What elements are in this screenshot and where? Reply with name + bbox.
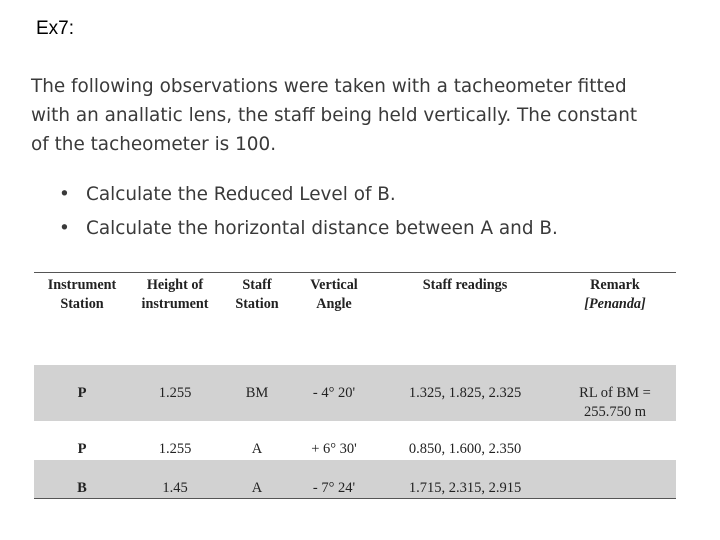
task-item <box>59 180 558 214</box>
cell-vertical-angle: - 4° 20' <box>312 385 356 401</box>
table-row <box>34 365 676 421</box>
cell-staff-readings: 1.325, 1.825, 2.325 <box>408 385 522 401</box>
cell-staff-station: BM <box>245 385 269 401</box>
problem-line: with an anallatic lens, the staff being held vertically. The constant <box>31 105 638 126</box>
cell-remark: RL of BM = 255.750 m <box>579 385 651 420</box>
task-text: Calculate the horizontal distance between A and B. <box>86 218 558 239</box>
problem-line: The following observations were taken with a tacheometer fitted <box>31 76 627 97</box>
header-vertical-angle: Vertical Angle <box>310 277 358 312</box>
cell-staff-readings: 0.850, 1.600, 2.350 <box>408 441 522 457</box>
header-staff-readings: Staff readings <box>422 277 508 293</box>
table-top-rule <box>34 272 676 273</box>
task-list <box>59 180 558 248</box>
header-instrument-station: Instrument Station <box>47 277 117 312</box>
task-text: Calculate the Reduced Level of B. <box>86 184 396 205</box>
cell-staff-station: A <box>251 441 263 457</box>
table-header-row <box>34 276 676 324</box>
problem-statement <box>31 72 691 159</box>
cell-staff-readings: 1.715, 2.315, 2.915 <box>408 480 522 496</box>
table-bottom-rule <box>34 498 676 499</box>
cell-vertical-angle: + 6° 30' <box>311 441 357 457</box>
cell-instrument-station: P <box>77 385 87 401</box>
cell-height-of-instrument: 1.255 <box>158 385 192 401</box>
cell-vertical-angle: - 7° 24' <box>312 480 356 496</box>
task-item <box>59 214 558 248</box>
header-remark: Remark [Penanda] <box>584 277 646 312</box>
bullet-icon: • <box>59 184 70 205</box>
header-height-of-instrument: Height of instrument <box>141 277 209 312</box>
problem-line: of the tacheometer is 100. <box>31 134 277 155</box>
slide-title: Ex7: <box>36 18 75 39</box>
table-row <box>34 422 676 460</box>
cell-height-of-instrument: 1.45 <box>162 480 188 496</box>
header-staff-station: Staff Station <box>235 277 279 312</box>
table-row <box>34 460 676 498</box>
cell-staff-station: A <box>251 480 263 496</box>
cell-height-of-instrument: 1.255 <box>158 441 192 457</box>
bullet-icon: • <box>59 218 70 239</box>
cell-instrument-station: B <box>77 480 87 496</box>
cell-instrument-station: P <box>77 441 87 457</box>
